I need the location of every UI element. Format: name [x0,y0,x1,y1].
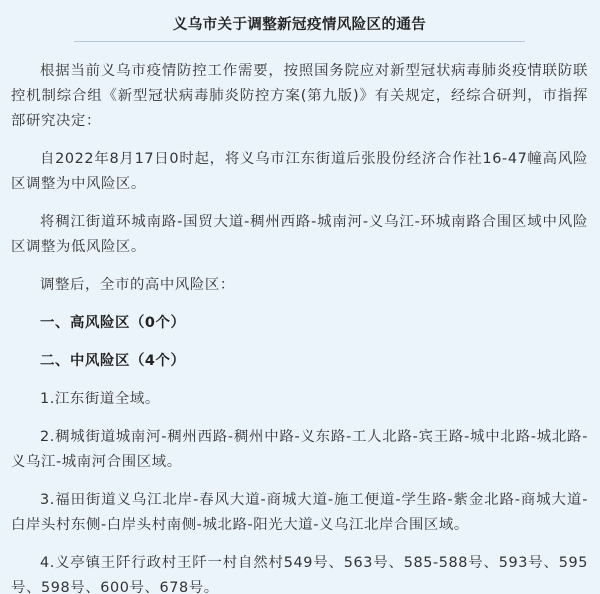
medium-risk-item-4: 4.义亭镇王阡行政村王阡一村自然村549号、563号、585-588号、593号、595号、598号、600号、678号。 [11,555,588,594]
medium-risk-item-3: 3.福田街道义乌江北岸-春风大道-商城大道-施工便道-学生路-紫金北路-商城大道-白岸头村东侧-白岸头村南侧-城北路-阳光大道-义乌江北岸合围区域。 [11,492,588,533]
medium-risk-item-1: 1.江东街道全域。 [40,391,160,407]
heading-high-risk: 一、高风险区（0个） [40,315,186,331]
medium-risk-item-2: 2.稠城街道城南河-稠州西路-稠州中路-义东路-工人北路-宾王路-城中北路-城北路-义乌江-城南河合围区域。 [11,429,588,470]
heading-medium-risk: 二、中风险区（4个） [40,353,186,369]
notice-body [11,59,588,594]
notice-title: 义乌市关于调整新冠疫情风险区的通告 [172,17,427,33]
title-divider [74,41,525,42]
paragraph-high-to-medium: 自2022年8月17日0时起，将义乌市江东街道后张股份经济合作社16-47幢高风险区调整为中风险区。 [11,151,588,192]
paragraph-after-adjustment: 调整后，全市的高中风险区： [40,277,235,293]
paragraph-intro: 根据当前义乌市疫情防控工作需要，按照国务院应对新型冠状病毒肺炎疫情联防联控机制综合组《新型冠状病毒肺炎防控方案(第九版)》有关规定，经综合研判，市指挥部研究决定： [11,63,588,129]
paragraph-medium-to-low: 将稠江街道环城南路-国贸大道-稠州西路-城南河-义乌江-环城南路合围区域中风险区调整为低风险区。 [11,214,588,255]
